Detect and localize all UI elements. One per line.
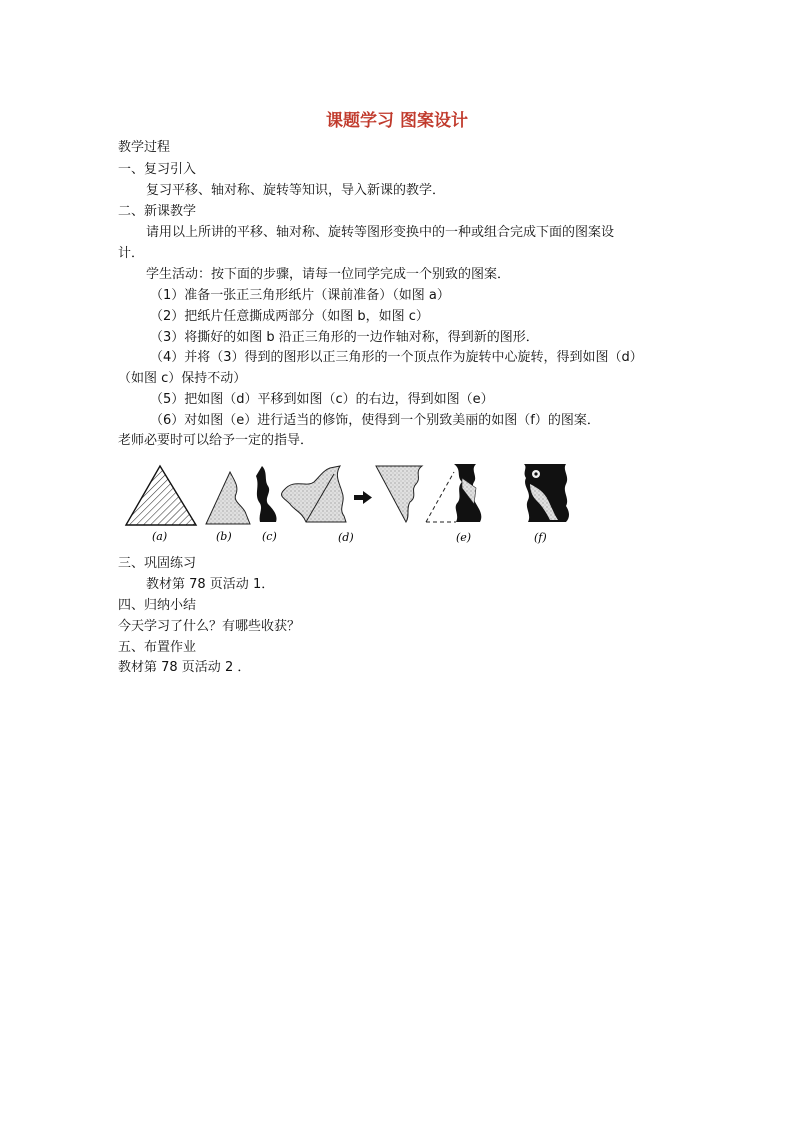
figure-caption-a: (a): [152, 530, 168, 543]
step-item: （4）并将（3）得到的图形以正三角形的一个顶点作为旋转中心旋转，得到如图（d）: [150, 350, 643, 365]
section-heading: 三、巩固练习: [118, 556, 197, 571]
figure-c-torn-piece: [256, 466, 277, 522]
figure-rotated-piece: [376, 466, 422, 522]
step-item: （6）对如图（e）进行适当的修饰，使得到一个别致美丽的如图（f）的图案．: [150, 413, 600, 428]
paragraph: 教材第 78 页活动 2 ．: [118, 660, 251, 675]
figure-caption-f: (f): [534, 531, 547, 544]
step-item: （3）将撕好的如图 b 沿正三角形的一边作轴对称，得到新的图形．: [150, 330, 539, 345]
figure-caption-b: (b): [216, 530, 232, 543]
paragraph: 学生活动：按下面的步骤，请每一位同学完成一个别致的图案．: [146, 267, 511, 282]
page-title: 课题学习 图案设计: [326, 111, 468, 131]
paragraph: 请用以上所讲的平移、轴对称、旋转等图形变换中的一种或组合完成下面的图案设: [146, 225, 615, 240]
section-heading: 四、归纳小结: [118, 598, 197, 613]
step-item-continued: （如图 c）保持不动）: [118, 371, 247, 386]
paragraph: 复习平移、轴对称、旋转等知识，导入新课的教学．: [146, 183, 446, 198]
section-label: 教学过程: [118, 140, 171, 155]
paragraph-continued: 计．: [118, 246, 145, 261]
paragraph: 老师必要时可以给予一定的指导．: [118, 433, 314, 448]
step-item: （2）把纸片任意撕成两部分（如图 b，如图 c）: [150, 309, 429, 324]
figure-d-reflected: [282, 466, 346, 522]
figure-f-final: [524, 464, 569, 522]
paragraph: 今天学习了什么？有哪些收获？: [118, 619, 301, 634]
figure-e-combined: [426, 464, 481, 522]
section-heading: 一、复习引入: [118, 162, 197, 177]
figure-b-torn-piece: [206, 472, 250, 524]
step-item: （1）准备一张正三角形纸片（课前准备）（如图 a）: [150, 288, 450, 303]
pattern-design-figure: [118, 458, 588, 550]
figure-caption-e: (e): [456, 531, 472, 544]
section-heading: 二、新课教学: [118, 204, 197, 219]
figure-a-triangle: [126, 466, 196, 525]
arrow-icon: [354, 491, 372, 504]
paragraph: 教材第 78 页活动 1．: [146, 577, 275, 592]
figure-caption-c: (c): [262, 530, 277, 543]
section-heading: 五、布置作业: [118, 640, 197, 655]
figure-caption-d: (d): [338, 531, 354, 544]
step-item: （5）把如图（d）平移到如图（c）的右边，得到如图（e）: [150, 392, 494, 407]
